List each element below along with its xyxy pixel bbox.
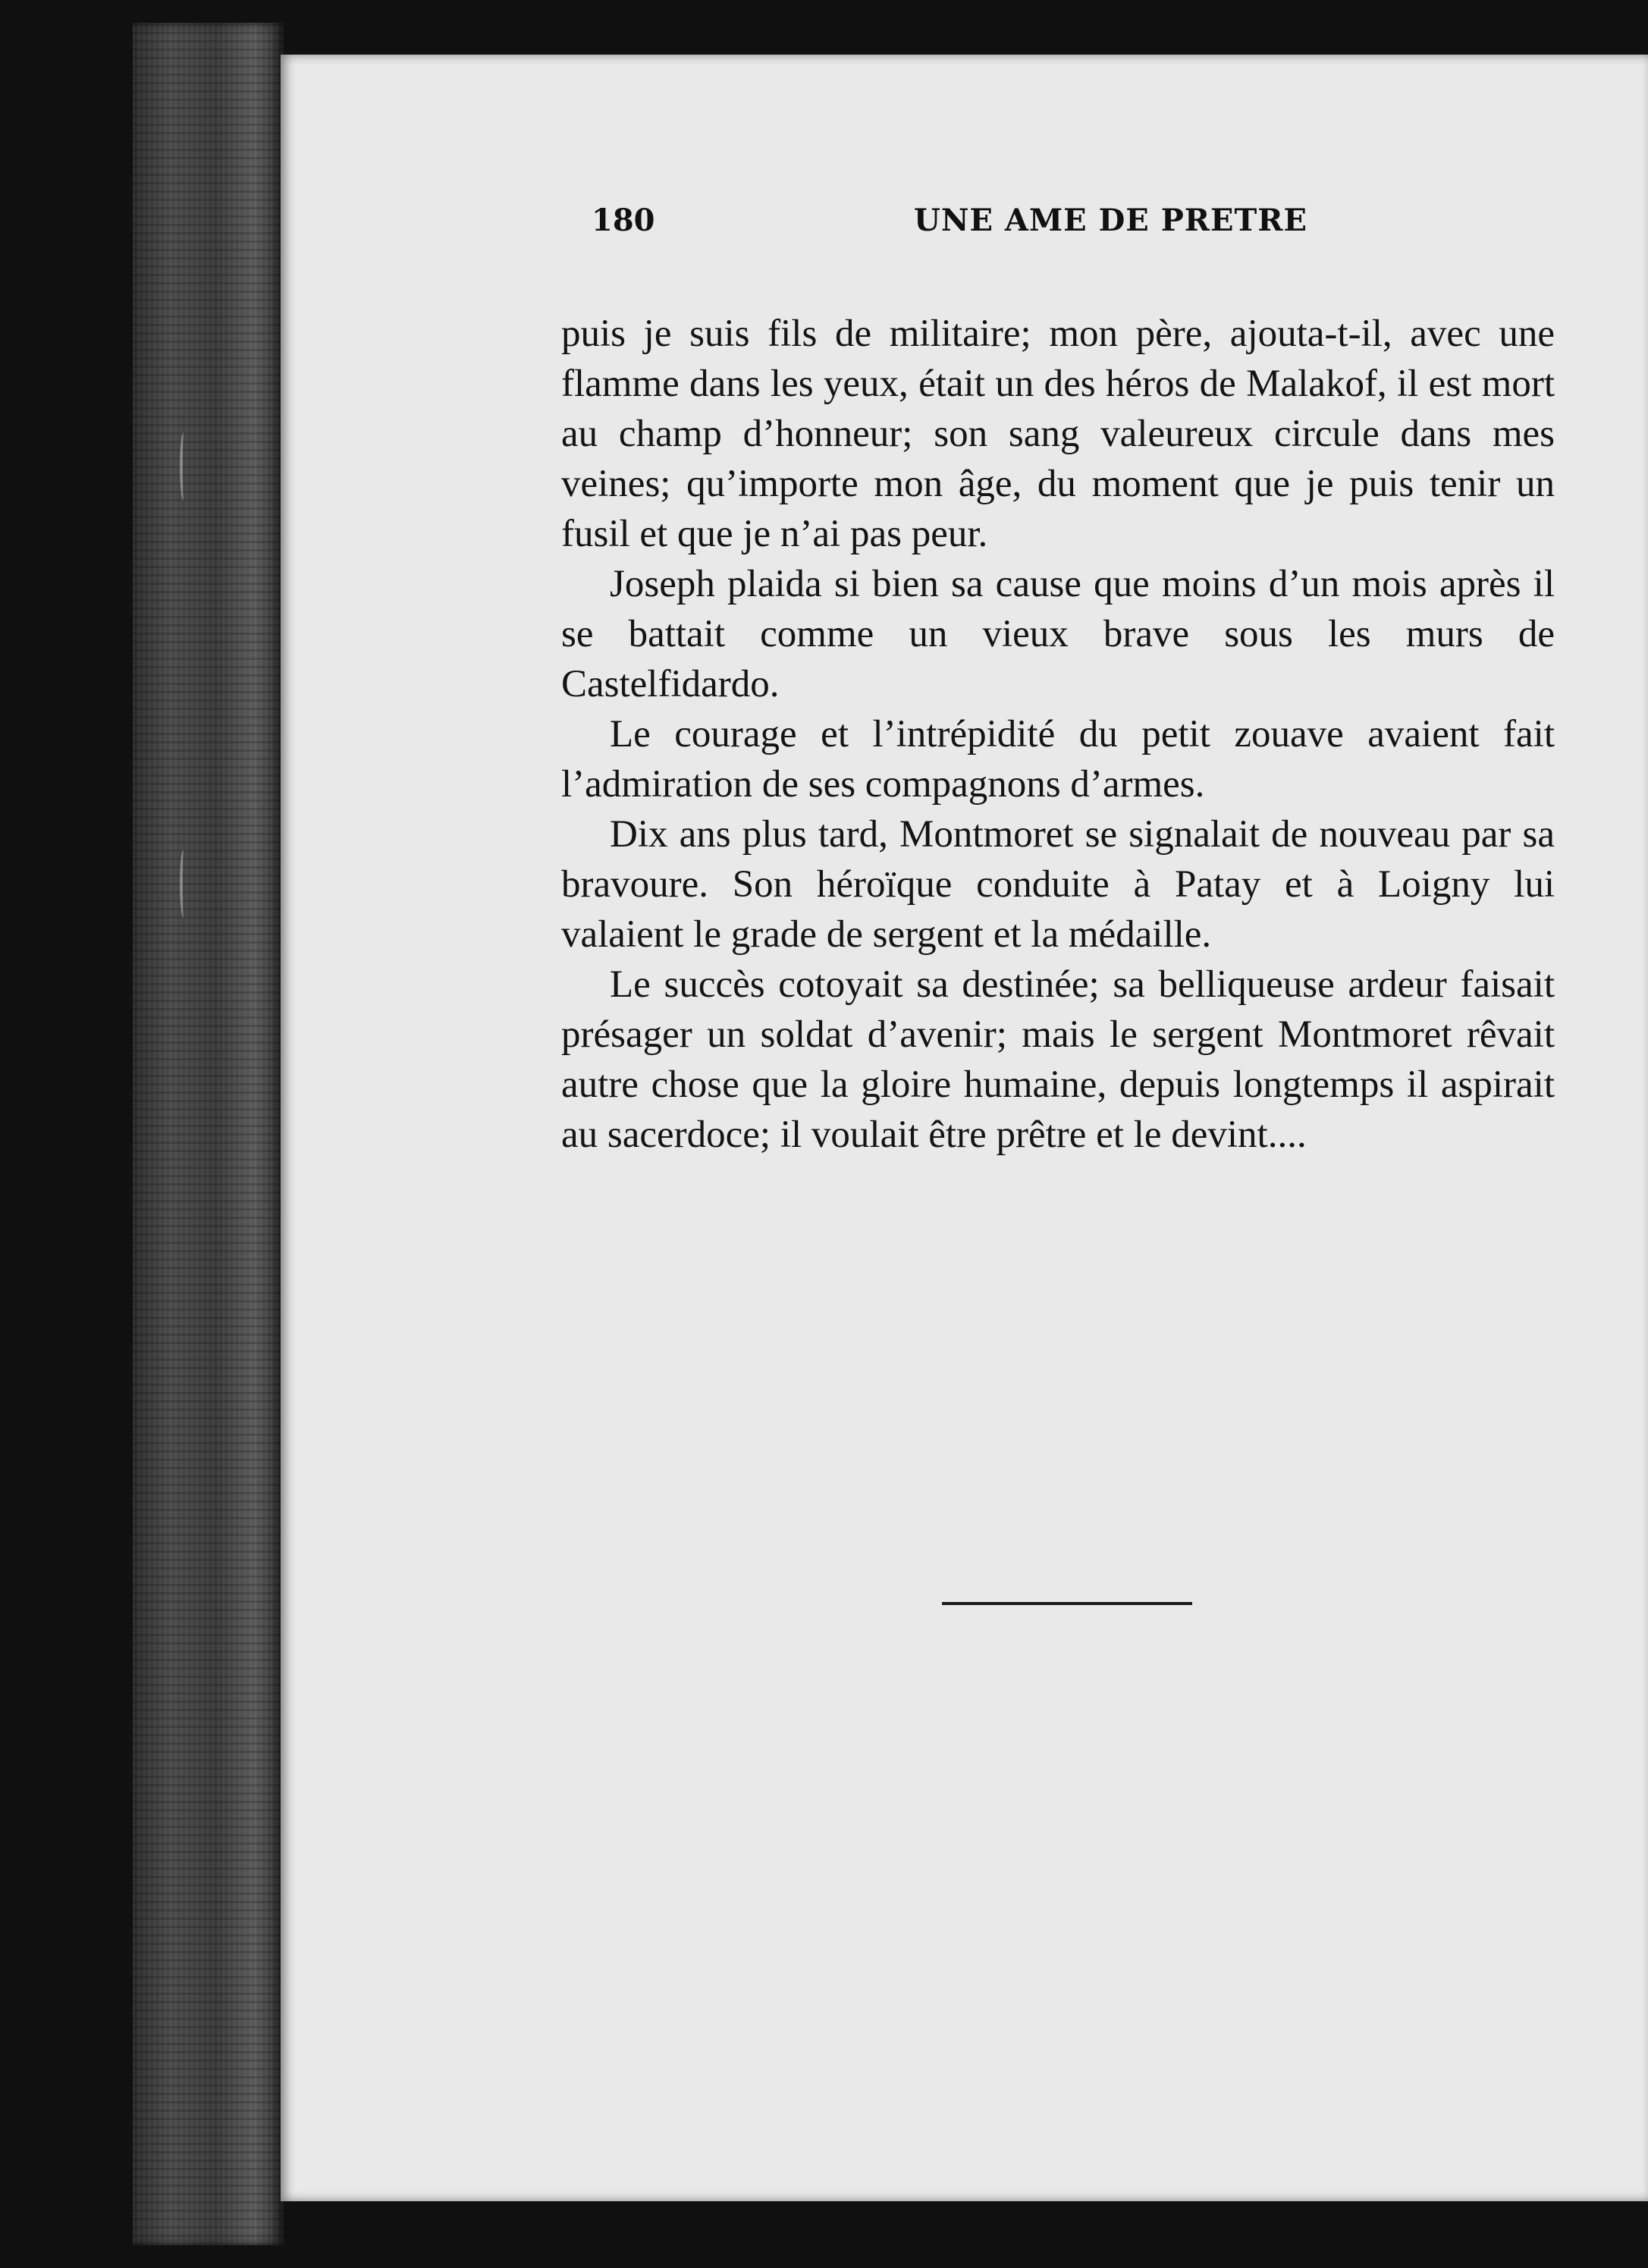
paragraph: Le succès cotoyait sa destinée; sa belliqueuse ardeur faisait présager un soldat d’avenir; mais le sergent Montmoret rêvait autre chose que la gloire humaine, depuis longtemps il aspirait au sacerdoce; il voulait être prêtre et le devint.... — [561, 963, 1555, 1156]
body-text — [561, 309, 1555, 1160]
section-end-rule — [942, 1602, 1192, 1605]
page-number: 180 — [592, 203, 655, 238]
running-title: UNE AME DE PRETRE — [914, 203, 1307, 238]
book-page — [281, 55, 1648, 2201]
book-spine — [133, 23, 284, 2245]
paragraph: Joseph plaida si bien sa cause que moins d’un mois après il se battait comme un vieux brave sous les murs de Castelfidardo. — [561, 563, 1555, 705]
paragraph: Le courage et l’intrépidité du petit zouave avaient fait l’admiration de ses compagnons d’armes. — [561, 713, 1555, 806]
spine-mark — [180, 850, 187, 918]
paragraph: Dix ans plus tard, Montmoret se signalait de nouveau par sa bravoure. Son héroïque conduite à Patay et à Loigny lui valaient le grade de sergent et la médaille. — [561, 813, 1555, 956]
paragraph: puis je suis fils de militaire; mon père, ajouta-t-il, avec une flamme dans les yeux, était un des héros de Malakof, il est mort au champ d’honneur; son sang valeureux circule dans mes veines; qu’importe mon âge, du moment que je puis tenir un fusil et que je n’ai pas peur. — [561, 313, 1555, 555]
spine-mark — [180, 432, 187, 501]
page-header — [592, 203, 1555, 263]
